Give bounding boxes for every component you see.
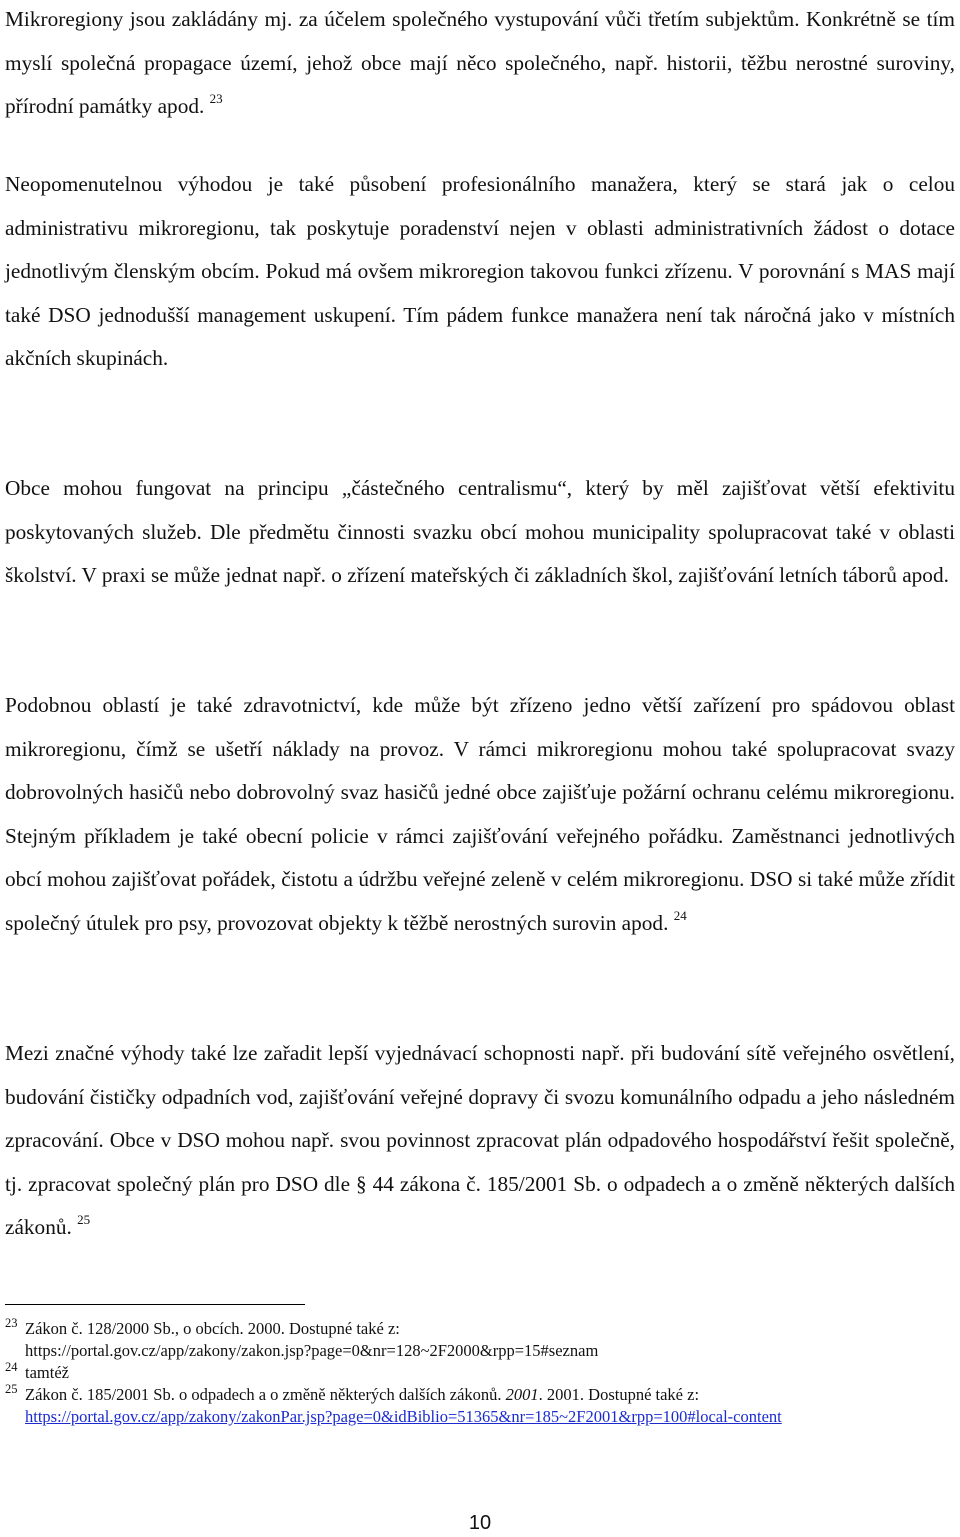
footnote-text: Zákon č. 128/2000 Sb., o obcích. 2000. Dostupné také z: <box>25 1319 400 1338</box>
paragraph-2-text: Neopomenutelnou výhodou je také působení profesionálního manažera, který se stará jak o celou administrativu mikroregionu, tak poskytuje poradenství nejen v oblasti administrativních žádost o dotace jednotlivým členským obcím. Pokud má ovšem mikroregion takovou funkci zřízenu. V porovnání s MAS mají také DSO jednodušší management uskupení. Tím pádem funkce manažera není tak náročná jako v místních akčních skupinách. <box>5 172 955 370</box>
footnote-ref-25[interactable]: 25 <box>77 1212 91 1227</box>
paragraph-2 <box>5 163 955 381</box>
page-number: 10 <box>468 1512 492 1534</box>
footnote-25 <box>5 1384 955 1428</box>
footnote-number: 24 <box>5 1360 18 1374</box>
footnote-url: https://portal.gov.cz/app/zakony/zakon.jsp?page=0&nr=128~2F2000&rpp=15#seznam <box>25 1341 599 1360</box>
footnote-text: Zákon č. 185/2001 Sb. o odpadech a o změně některých dalších zákonů. <box>25 1385 502 1404</box>
footnote-text-tail: . 2001. Dostupné také z: <box>538 1385 700 1404</box>
paragraph-4-text: Podobnou oblastí je také zdravotnictví, kde může být zřízeno jedno větší zařízení pro spádovou oblast mikroregionu, čímž se ušetří náklady na provoz. V rámci mikroregionu mohou také spolupracovat svazy dobrovolných hasičů nebo dobrovolný svaz hasičů jedné obce zajišťuje požární ochranu celému mikroregionu. Stejným příkladem je také obecní policie v rámci zajišťování veřejného pořádku. Zaměstnanci jednotlivých obcí mohou zajišťovat pořádek, čistotu a údržbu veřejné zeleně v celém mikroregionu. DSO si také může zřídit společný útulek pro psy, provozovat objekty k těžbě nerostných surovin apod. <box>5 693 955 935</box>
paragraph-4 <box>5 684 955 945</box>
paragraph-5 <box>5 1032 955 1250</box>
footnote-23 <box>5 1318 955 1362</box>
footnotes <box>5 1318 955 1428</box>
footnote-24 <box>5 1362 955 1384</box>
footnote-ref-24[interactable]: 24 <box>673 907 687 923</box>
footnote-number: 25 <box>5 1382 18 1396</box>
paragraph-5-text: Mezi značné výhody také lze zařadit lepší vyjednávací schopnosti např. při budování sítě veřejného osvětlení, budování čističky odpadních vod, zajišťování veřejné dopravy či svozu komunálního odpadu a jeho následném zpracování. Obce v DSO mohou např. svou povinnost zpracovat plán odpadového hospodářství řešit společně, tj. zpracovat společný plán pro DSO dle § 44 zákona č. 185/2001 Sb. o odpadech a o změně některých dalších zákonů. <box>5 1041 955 1239</box>
paragraph-3 <box>5 467 955 598</box>
footnote-year: 2001 <box>505 1385 539 1404</box>
footnote-link[interactable]: https://portal.gov.cz/app/zakony/zakonPar.jsp?page=0&idBiblio=51365&nr=185~2F2001&rpp=100#local-content <box>25 1407 782 1426</box>
footnote-separator <box>5 1304 305 1305</box>
paragraph-1-text: Mikroregiony jsou zakládány mj. za účelem společného vystupování vůči třetím subjektům. Konkrétně se tím myslí společná propagace území, jehož obce mají něco společného, např. historii, těžbu nerostné suroviny, přírodní památky apod. <box>5 7 955 118</box>
paragraph-3-text: Obce mohou fungovat na principu „částečného centralismu“, který by měl zajišťovat větší efektivitu poskytovaných služeb. Dle předmětu činnosti svazku obcí mohou municipality spolupracovat také v oblasti školství. V praxi se může jednat např. o zřízení mateřských či základních škol, zajišťování letních táborů apod. <box>5 476 955 587</box>
paragraph-1 <box>5 0 955 129</box>
footnote-ref-23[interactable]: 23 <box>209 91 223 106</box>
footnote-number: 23 <box>5 1316 18 1330</box>
footnote-text: tamtéž <box>25 1363 69 1382</box>
